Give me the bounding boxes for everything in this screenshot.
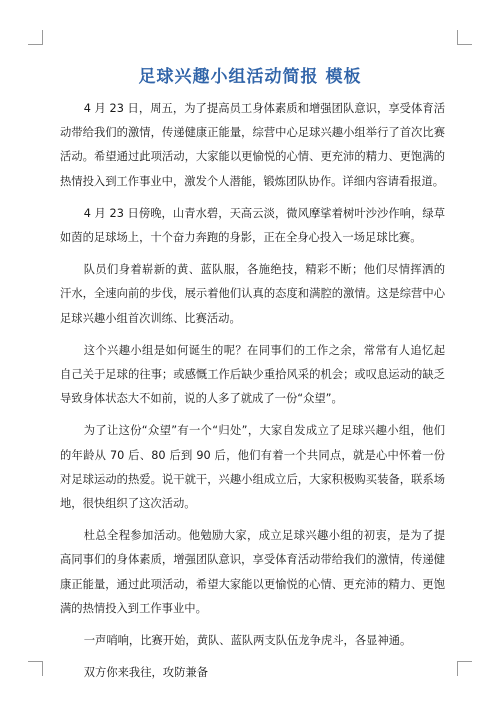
paragraph: 双方你来我往，攻防兼备 <box>83 666 208 680</box>
crop-mark-bottom-right <box>457 661 458 676</box>
paragraph: 一声哨响，比赛开始，黄队、蓝队两支队伍龙争虎斗，各显神通。 <box>83 634 412 648</box>
paragraph: 杜总全程参加活动。他勉励大家，成立足球兴趣小组的初衷，是为了提高同事们的身体素质，增强团队意识，享受体育活动带给我们的激情，传递健康正能量，通过此项活动，希望大家能以更愉悦的心情、更充沛的精力、更饱满的热情投入到工作事业中。 <box>60 529 445 615</box>
crop-mark-top-right <box>458 44 472 45</box>
paragraph: 4 月 23 日傍晚，山青水碧，天高云淡，微风摩挲着树叶沙沙作响，绿草如茵的足球场上，十个奋力奔跑的身影，正在全身心投入一场足球比赛。 <box>60 206 445 245</box>
crop-mark-bottom-left <box>28 661 42 662</box>
crop-mark-bottom-left <box>42 661 43 676</box>
paragraph: 为了让这份“众望”有一个“归处”，大家自发成立了足球兴趣小组，他们的年龄从 70 后、80 后到 90 后，他们有着一个共同点，就是心中怀着一份对足球运动的热爱。说干就干，兴趣小组成立后，大家积极购买装备，联系场地，很快组织了这次活动。 <box>60 424 445 511</box>
crop-mark-top-left <box>28 44 42 45</box>
crop-mark-top-left <box>42 30 43 45</box>
paragraph: 4 月 23 日，周五，为了提高员工身体素质和增强团队意识，享受体育活动带给我们的激情，传递健康正能量，综营中心足球兴趣小组举行了首次比赛活动。希望通过此项活动，大家能以更愉悦的心情、更充沛的精力、更饱满的热情投入到工作事业中，激发个人潜能，锻炼团队协作。详细内容请看报道。 <box>60 102 445 188</box>
page-title: 足球兴趣小组活动简报 模板 <box>138 67 362 87</box>
document-body <box>60 97 445 693</box>
paragraph: 队员们身着崭新的黄、蓝队服，各施绝技，精彩不断；他们尽情挥洒的汗水，全速向前的步伐，展示着他们认真的态度和满腔的激情。这是综营中心足球兴趣小组首次训练、比赛活动。 <box>60 263 445 325</box>
crop-mark-bottom-right <box>458 661 472 662</box>
paragraph: 这个兴趣小组是如何诞生的呢？在同事们的工作之余，常常有人追忆起自己关于足球的往事；或感慨工作后缺少重拾风采的机会；或叹息运动的缺乏导致身体状态大不如前，说的人多了就成了一份“众望”。 <box>60 343 445 406</box>
crop-mark-top-right <box>457 30 458 45</box>
